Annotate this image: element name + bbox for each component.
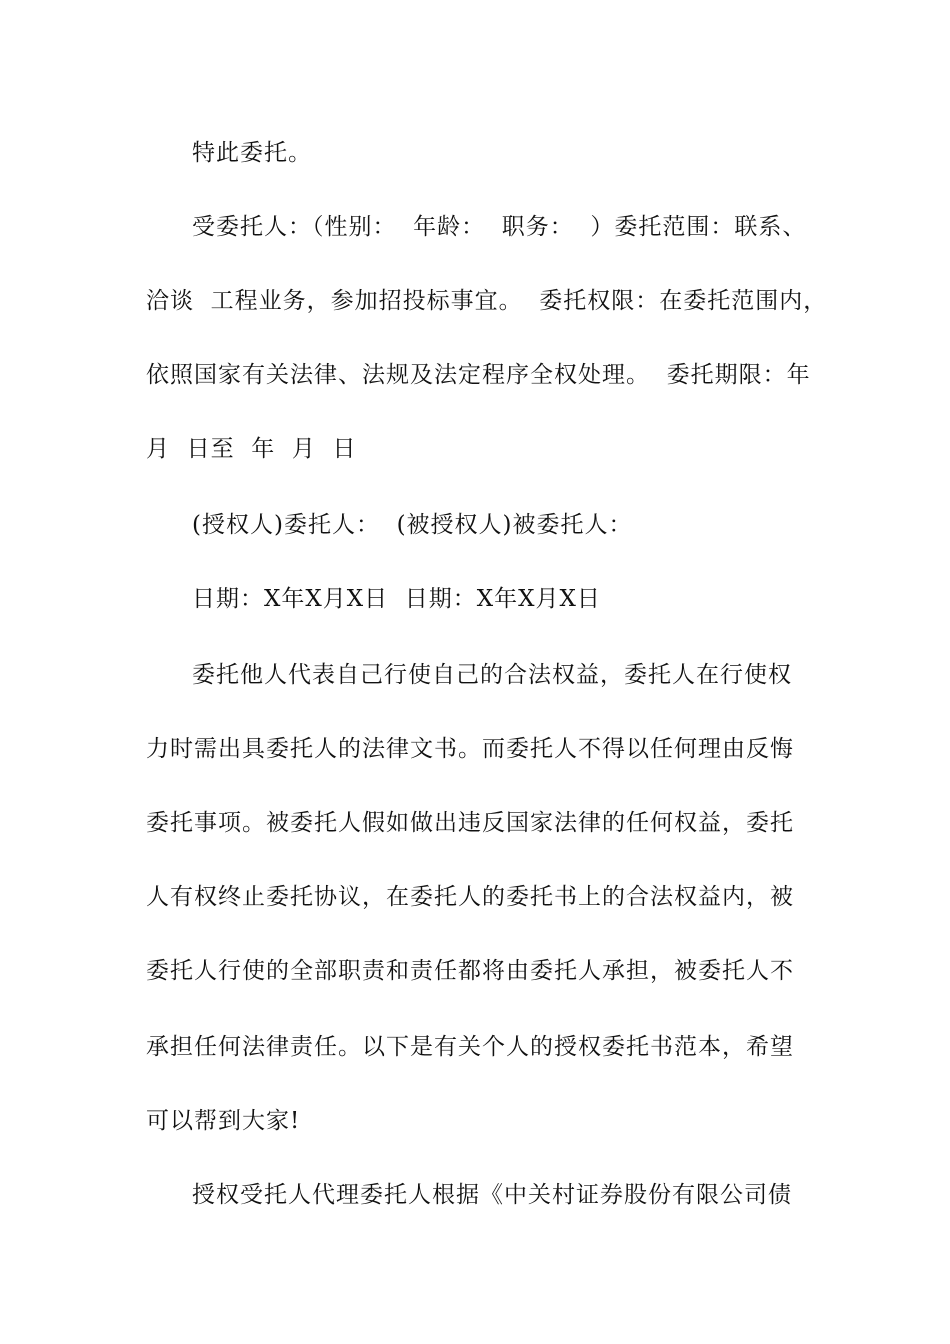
paragraph-line: 洽谈 工程业务，参加招投标事宜。 委托权限：在委托范围内， bbox=[146, 288, 828, 314]
paragraph-line: 可以帮到大家! bbox=[146, 1108, 301, 1134]
paragraph-line: 力时需出具委托人的法律文书。而委托人不得以任何理由反悔 bbox=[146, 736, 794, 762]
paragraph-line: 委托他人代表自己行使自己的合法权益，委托人在行使权 bbox=[192, 662, 792, 688]
paragraph-line: 委托人行使的全部职责和责任都将由委托人承担，被委托人不 bbox=[146, 958, 794, 984]
paragraph-line: 受委托人：（性别： 年龄： 职务： ）委托范围：联系、 bbox=[192, 214, 807, 240]
paragraph-line: 人有权终止委托协议，在委托人的委托书上的合法权益内，被 bbox=[146, 884, 794, 910]
paragraph-line: 特此委托。 bbox=[192, 140, 312, 166]
paragraph-line: 日期：X年X月X日 日期：X年X月X日 bbox=[192, 586, 601, 612]
paragraph-line: 承担任何法律责任。以下是有关个人的授权委托书范本，希望 bbox=[146, 1034, 794, 1060]
paragraph-line: 授权受托人代理委托人根据《中关村证券股份有限公司债 bbox=[192, 1182, 792, 1208]
paragraph-line: 月 日至 年 月 日 bbox=[146, 436, 357, 462]
paragraph-line: 依照国家有关法律、法规及法定程序全权处理。 委托期限：年 bbox=[146, 362, 811, 388]
paragraph-line: 委托事项。被委托人假如做出违反国家法律的任何权益，委托 bbox=[146, 810, 794, 836]
paragraph-line: (授权人)委托人： (被授权人)被委托人： bbox=[192, 512, 633, 538]
